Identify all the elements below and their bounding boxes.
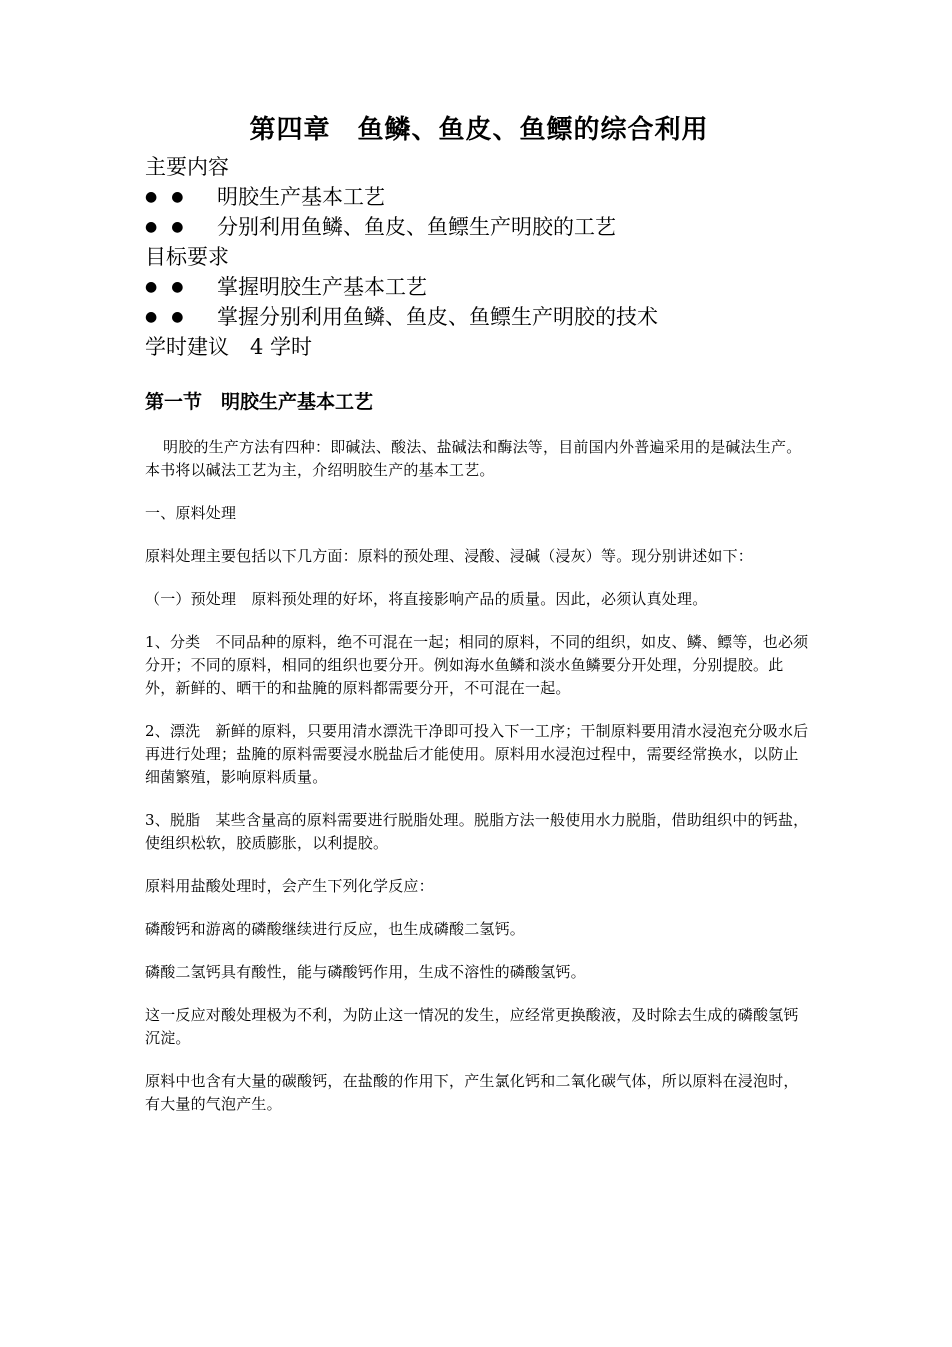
main-content-item bbox=[145, 212, 813, 242]
bullet-icon: ● ● bbox=[145, 309, 184, 325]
hours-suggestion: 学时建议 4 学时 bbox=[145, 335, 313, 359]
main-content-item bbox=[145, 182, 813, 212]
document-page bbox=[145, 110, 813, 1136]
main-content-item-text: 分别利用鱼鳞、鱼皮、鱼鳔生产明胶的工艺 bbox=[217, 215, 616, 239]
objective-item-text: 掌握明胶生产基本工艺 bbox=[217, 275, 427, 299]
objective-item bbox=[145, 272, 813, 302]
paragraph: 这一反应对酸处理极为不利，为防止这一情况的发生，应经常更换酸液，及时除去生成的磷酸氢钙沉淀。 bbox=[145, 1006, 799, 1047]
subsection-heading: 一、原料处理 bbox=[145, 504, 237, 522]
section-title: 第一节 明胶生产基本工艺 bbox=[145, 391, 374, 413]
bullet-icon: ● ● bbox=[145, 219, 184, 235]
paragraph: 3、脱脂 某些含量高的原料需要进行脱脂处理。脱脂方法一般使用水力脱脂，借助组织中的钙盐，使组织松软，胶质膨胀，以利提胶。 bbox=[145, 811, 809, 852]
chapter-title: 第四章 鱼鳞、鱼皮、鱼鳔的综合利用 bbox=[249, 115, 709, 145]
objective-item bbox=[145, 302, 813, 332]
paragraph: （一）预处理 原料预处理的好坏，将直接影响产品的质量。因此，必须认真处理。 bbox=[145, 590, 708, 608]
bullet-icon: ● ● bbox=[145, 279, 184, 295]
bullet-icon: ● ● bbox=[145, 189, 184, 205]
main-content-item-text: 明胶生产基本工艺 bbox=[217, 185, 385, 209]
paragraph: 原料中也含有大量的碳酸钙，在盐酸的作用下，产生氯化钙和二氧化碳气体，所以原料在浸泡时，有大量的气泡产生。 bbox=[145, 1072, 799, 1113]
section-intro: 明胶的生产方法有四种：即碱法、酸法、盐碱法和酶法等，目前国内外普遍采用的是碱法生产。本书将以碱法工艺为主，介绍明胶生产的基本工艺。 bbox=[145, 438, 802, 479]
paragraph: 磷酸钙和游离的磷酸继续进行反应，也生成磷酸二氢钙。 bbox=[145, 920, 526, 938]
paragraph: 2、漂洗 新鲜的原料，只要用清水漂洗干净即可投入下一工序；干制原料要用清水浸泡充分吸水后再进行处理；盐腌的原料需要浸水脱盐后才能使用。原料用水浸泡过程中，需要经常换水，以防止细菌繁殖，影响原料质量。 bbox=[145, 722, 809, 786]
main-content-heading: 主要内容 bbox=[145, 155, 229, 179]
objective-item-text: 掌握分别利用鱼鳞、鱼皮、鱼鳔生产明胶的技术 bbox=[217, 305, 658, 329]
paragraph: 原料处理主要包括以下几方面：原料的预处理、浸酸、浸碱（浸灰）等。现分别讲述如下： bbox=[145, 547, 754, 565]
objectives-heading: 目标要求 bbox=[145, 245, 229, 269]
paragraph: 原料用盐酸处理时，会产生下列化学反应： bbox=[145, 877, 434, 895]
paragraph: 磷酸二氢钙具有酸性，能与磷酸钙作用，生成不溶性的磷酸氢钙。 bbox=[145, 963, 586, 981]
paragraph: 1、分类 不同品种的原料，绝不可混在一起；相同的原料，不同的组织，如皮、鳞、鳔等，也必须分开；不同的原料，相同的组织也要分开。例如海水鱼鳞和淡水鱼鳞要分开处理，分别提胶。此外，新鲜的、晒干的和盐腌的原料都需要分开，不可混在一起。 bbox=[145, 633, 809, 697]
